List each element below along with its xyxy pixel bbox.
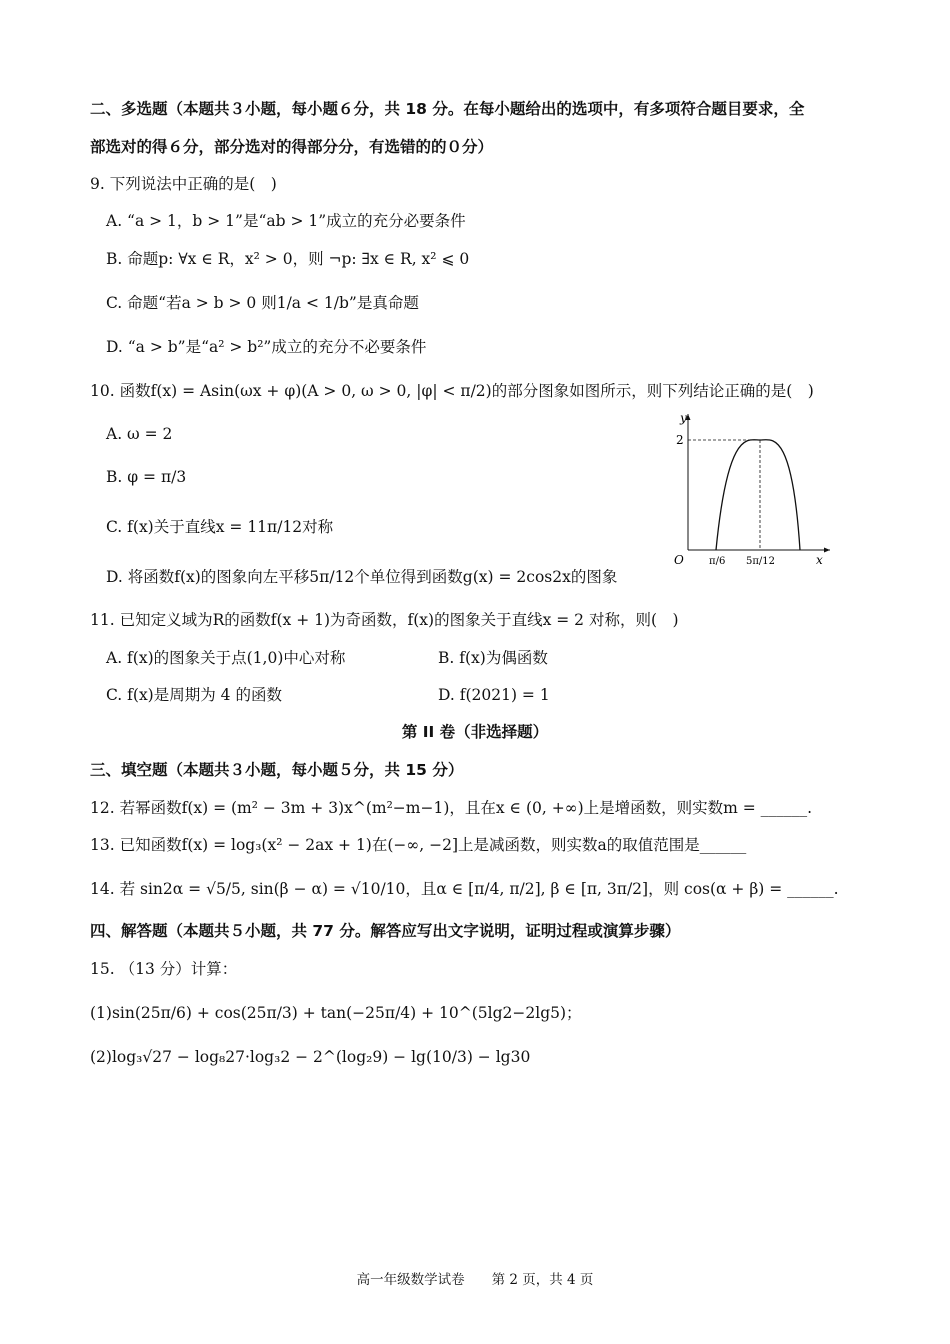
y-tick-2: 2 xyxy=(676,433,684,447)
x-axis-label: x xyxy=(816,553,823,567)
q13: 13. 已知函数f(x) = log₃(x² − 2ax + 1)在(−∞, −2]上是减函数，则实数a的取值范围是______ xyxy=(90,836,747,854)
section2-header-line1: 二、多选题（本题共３小题，每小题６分，共 18 分。在每小题给出的选项中，有多项符合题目要求，全 xyxy=(90,100,805,118)
q10-option-d: D. 将函数f(x)的图象向左平移5π/12个单位得到函数g(x) = 2cos2x的图象 xyxy=(106,568,618,586)
y-axis-label: y xyxy=(680,411,687,425)
q9-option-d: D. “a > b”是“a² > b²”成立的充分不必要条件 xyxy=(106,338,427,356)
q9-stem: 9. 下列说法中正确的是( ) xyxy=(90,175,277,193)
part2-title: 第 II 卷（非选择题） xyxy=(401,723,549,741)
q11-option-d: D. f(2021) = 1 xyxy=(438,686,550,704)
section4-header: 四、解答题（本题共５小题，共 77 分。解答应写出文字说明，证明过程或演算步骤） xyxy=(90,922,681,940)
q10-stem: 10. 函数f(x) = Asin(ωx + φ)(A > 0, ω > 0, |φ| < π/2)的部分图象如图所示，则下列结论正确的是( ) xyxy=(90,382,814,400)
q15-part1: (1)sin(25π/6) + cos(25π/3) + tan(−25π/4) + 10^(5lg2−2lg5)； xyxy=(90,1004,582,1022)
x-tick-pi-6: π/6 xyxy=(709,556,726,567)
x-axis-arrow xyxy=(824,548,830,553)
q9-option-c: C. 命题“若a > b > 0 则1/a < 1/b”是真命题 xyxy=(106,294,419,312)
q10-option-c: C. f(x)关于直线x = 11π/12对称 xyxy=(106,518,334,536)
sine-curve xyxy=(716,440,800,550)
section2-header-line2: 部选对的得６分，部分选对的得部分分，有选错的的０分） xyxy=(90,138,494,156)
q11-option-b: B. f(x)为偶函数 xyxy=(438,649,548,667)
origin-label: O xyxy=(674,553,684,567)
q11-stem: 11. 已知定义域为R的函数f(x + 1)为奇函数，f(x)的图象关于直线x = 2 对称，则( ) xyxy=(90,611,679,629)
q15-stem: 15. （13 分）计算： xyxy=(90,960,238,978)
section3-header: 三、填空题（本题共３小题，每小题５分，共 15 分） xyxy=(90,761,464,779)
page-footer: 高一年级数学试卷 第 2 页，共 4 页 xyxy=(356,1272,594,1288)
x-tick-5pi-12: 5π/12 xyxy=(746,556,776,567)
q15-part2: (2)log₃√27 − log₈27·log₃2 − 2^(log₂9) − lg(10/3) − lg30 xyxy=(90,1048,531,1066)
q9-option-b: B. 命题p: ∀x ∈ R，x² > 0，则 ¬p: ∃x ∈ R, x² ⩽ 0 xyxy=(106,250,470,268)
q10-option-a: A. ω = 2 xyxy=(106,425,173,443)
q12: 12. 若幂函数f(x) = (m² − 3m + 3)x^(m²−m−1)，且在x ∈ (0, +∞)上是增函数，则实数m = ______. xyxy=(90,799,813,817)
q9-option-a: A. “a > 1，b > 1”是“ab > 1”成立的充分必要条件 xyxy=(106,212,466,230)
q10-option-b: B. φ = π/3 xyxy=(106,468,187,486)
q11-option-a: A. f(x)的图象关于点(1,0)中心对称 xyxy=(106,649,346,667)
q11-option-c: C. f(x)是周期为 4 的函数 xyxy=(106,686,282,704)
q14: 14. 若 sin2α = √5/5, sin(β − α) = √10/10，且α ∈ [π/4, π/2], β ∈ [π, 3π/2]，则 cos(α + β) = ______. xyxy=(90,880,839,898)
q10-sine-graph xyxy=(660,408,840,580)
